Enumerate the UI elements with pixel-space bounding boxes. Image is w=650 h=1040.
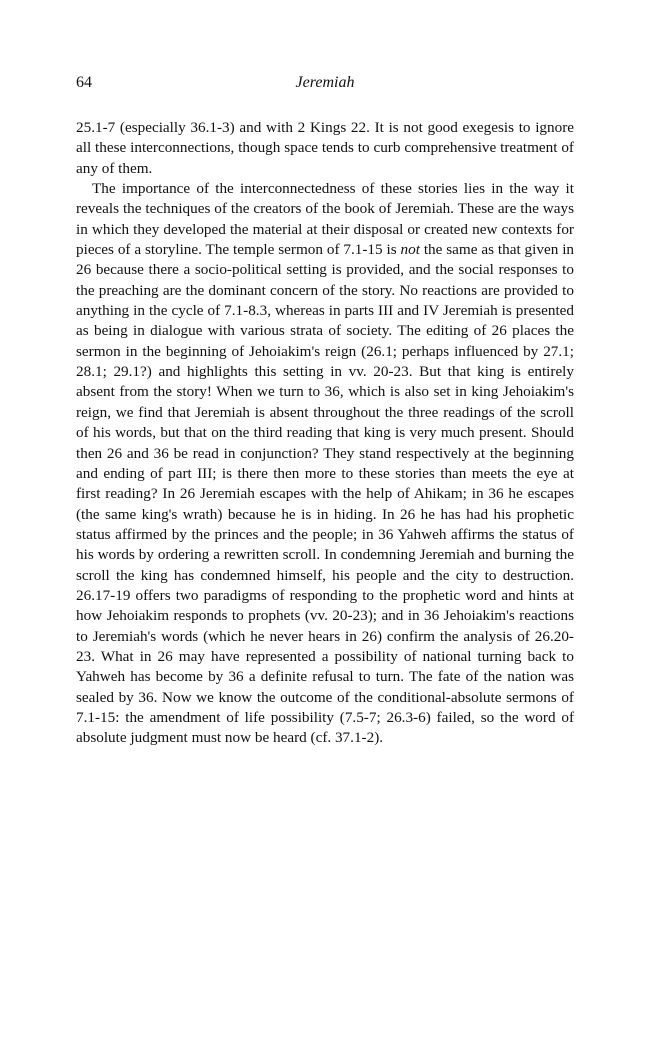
running-title: Jeremiah xyxy=(295,74,355,91)
page-number: 64 xyxy=(76,74,92,91)
paragraph-text-part-2: the same as that given in 26 because there a socio-political setting is provided, and the social responses to the preaching are the dominant concern of the story. No reactions are provided to anything in the cycle of 7.1-8.3, whereas in parts III and IV Jeremiah is presented as being in dialogue with various strata of society. The editing of 26 places the sermon in the beginning of Jehoiakim's reign (26.1; perhaps influenced by 27.1; 28.1; 29.1?) and highlights this setting in vv. 20-23. But that king is entirely absent from the story! When we turn to 36, which is also set in king Jehoiakim's reign, we find that Jeremiah is absent throughout the three readings of the scroll of his words, but that on the third reading that king is very much present. Should then 26 and 36 be read in conjunction? They stand respectively at the beginning and ending of part III; is there then more to these stories than meets the eye at first reading? In 26 Jeremiah escapes with the help of Ahikam; in 36 he escapes (the same king's wrath) because he is in hiding. In 26 he has had his prophetic status affirmed by the princes and the people; in 36 Yahweh affirms the status of his words by ordering a rewritten scroll. In condemning Jeremiah and burning the scroll the king has condemned himself, his people and the city to destruction. 26.17-19 offers two paradigms of responding to the prophetic word and hints at how Jehoiakim responds to prophets (vv. 20-23); and in 36 Jehoiakim's reactions to Jeremiah's words (which he never hears in 26) confirm the analysis of 26.20-23. What in 26 may have represented a possibility of national turning back to Yahweh has become by 36 a definite refusal to turn. The fate of the nation was sealed by 36. Now we know the outcome of the conditional-absolute sermons of 7.1-15: the amendment of life possibility (7.5-7; 26.3-6) failed, so the word of absolute judgment must now be heard (cf. 37.1-2). xyxy=(76,241,575,747)
running-head xyxy=(76,74,574,96)
emphasis-not: not xyxy=(400,241,420,259)
paragraph-text-part-1: The importance of the interconnectedness of these stories lies in the way it reveals the techniques of the creators of the book of Jeremiah. These are the ways in which they developed the material at their disposal or created new contexts for pieces of a storyline. The temple sermon of 7.1-15 is xyxy=(76,180,574,259)
paragraph-interconnectedness xyxy=(76,179,574,749)
paragraph-continuation: 25.1-7 (especially 36.1-3) and with 2 Kings 22. It is not good exegesis to ignore all these interconnections, though space tends to curb comprehensive treatment of any of them. xyxy=(76,119,574,177)
body-text xyxy=(76,118,574,749)
